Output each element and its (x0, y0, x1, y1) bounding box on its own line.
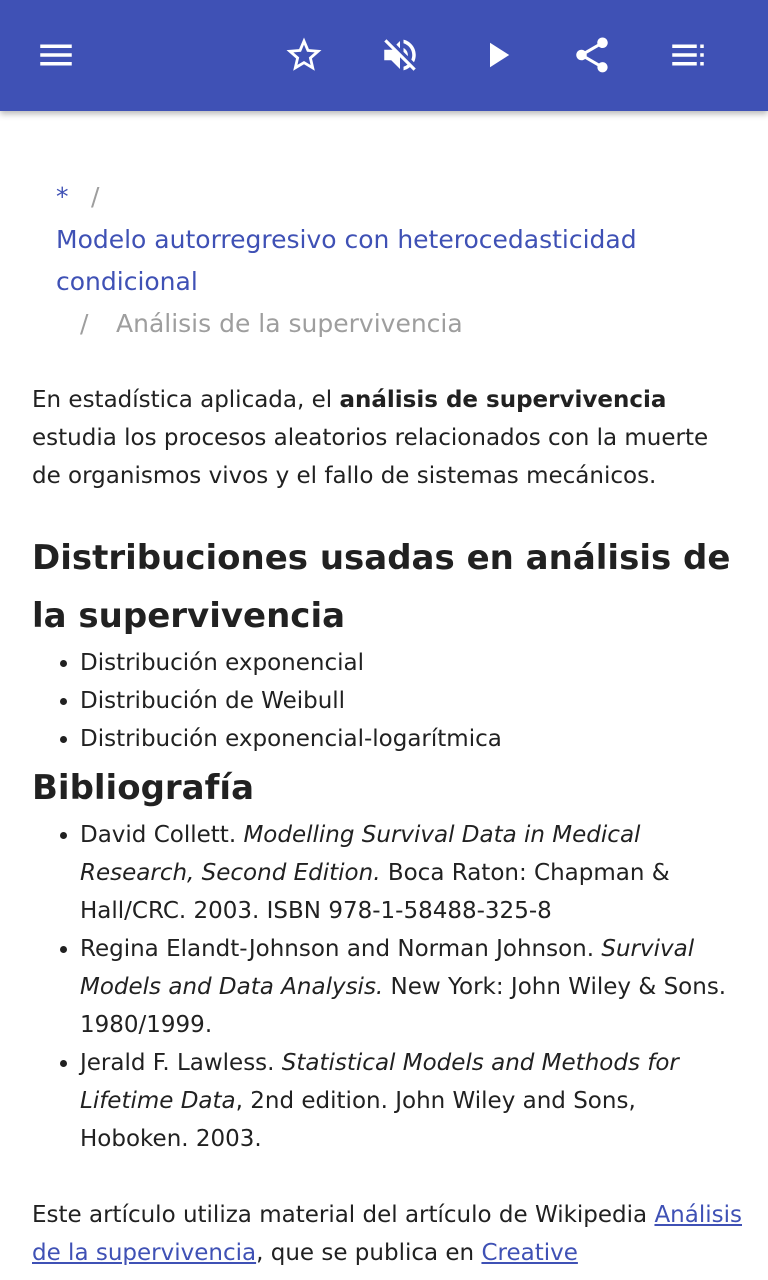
reference-author: Jerald F. Lawless. (80, 1050, 282, 1076)
reference-details: Boca Raton: Chapman & Hall/CRC. 2003. ISBN 978-1-58488-325-8 (80, 860, 670, 924)
breadcrumb-root-link[interactable]: * (56, 182, 69, 211)
reference-author: Regina Elandt-Johnson and Norman Johnson. (80, 936, 602, 962)
share-button[interactable] (560, 23, 624, 87)
intro-text: estudia los procesos aleatorios relacionados con la muerte de organismos vivos y el fallo de sistemas mecánicos. (32, 425, 709, 489)
list-item (80, 1044, 742, 1158)
reference-details: , 2nd edition. John Wiley and Sons, Hoboken. 2003. (80, 1088, 636, 1152)
wikipedia-article-link[interactable]: Análisis de la supervivencia (32, 1202, 742, 1266)
bibliography-list (32, 816, 742, 1158)
list-item: • Distribución exponencial-logarítmica (80, 720, 742, 758)
breadcrumb-separator: / (80, 309, 89, 338)
license-text: , que se publica en (256, 1240, 482, 1266)
list-item: • Distribución exponencial (80, 644, 742, 682)
list-item (80, 816, 742, 930)
play-icon (476, 34, 518, 76)
reference-author: David Collett. (80, 822, 244, 848)
star-outline-icon (283, 34, 325, 76)
share-icon (571, 34, 613, 76)
license-text: Este artículo utiliza material del artículo de Wikipedia (32, 1202, 655, 1228)
bibliography-heading: Bibliografía (32, 768, 255, 808)
breadcrumb-current: Análisis de la supervivencia (116, 309, 463, 338)
breadcrumb-parent-link[interactable]: Modelo autorregresivo con heterocedasticidad (56, 225, 637, 254)
reference-title: Survival Models and Data Analysis. (80, 936, 695, 1000)
intro-paragraph (32, 381, 737, 495)
license-paragraph (32, 1196, 742, 1272)
creative-commons-link[interactable]: Creative (481, 1240, 578, 1266)
mute-button[interactable] (368, 23, 432, 87)
article-content (0, 111, 768, 1280)
volume-off-icon (379, 34, 421, 76)
distributions-list (32, 644, 742, 758)
breadcrumb-separator: / (91, 182, 100, 211)
menu-button[interactable] (24, 23, 88, 87)
list-item (80, 930, 742, 1044)
list-contents-icon (667, 34, 709, 76)
intro-bold-term: análisis de supervivencia (339, 387, 667, 413)
contents-button[interactable] (656, 23, 720, 87)
play-button[interactable] (465, 23, 529, 87)
breadcrumb-parent-link-continued[interactable]: condicional (56, 267, 198, 296)
intro-text: En estadística aplicada, el (32, 387, 340, 413)
favorite-button[interactable] (272, 23, 336, 87)
reference-details: New York: John Wiley & Sons. 1980/1999. (80, 974, 727, 1038)
list-item: • Distribución de Weibull (80, 682, 742, 720)
distributions-heading: Distribuciones usadas en análisis de la supervivencia (32, 538, 731, 636)
hamburger-menu-icon (35, 34, 77, 76)
app-bar (0, 0, 768, 111)
reference-title: Statistical Models and Methods for Lifetime Data (80, 1050, 679, 1114)
reference-title: Modelling Survival Data in Medical Research, Second Edition. (80, 822, 641, 886)
